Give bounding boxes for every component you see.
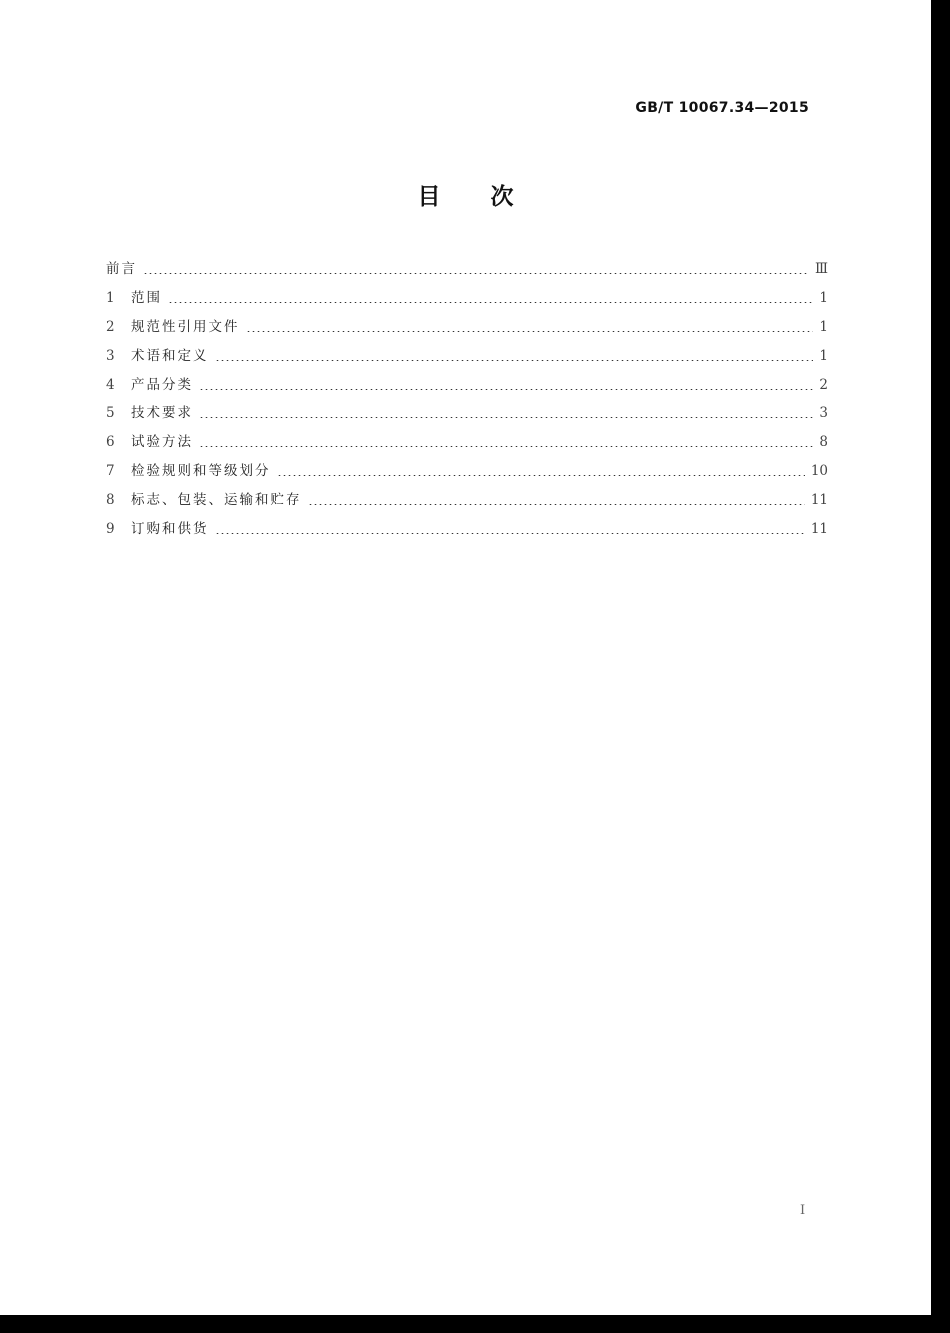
toc-leader-dots <box>215 360 814 361</box>
page-title: 目次 <box>417 184 564 210</box>
toc-entry-4[interactable] <box>106 373 828 402</box>
toc-entry-label: 检验规则和等级划分 <box>131 463 271 480</box>
table-of-contents <box>106 257 828 546</box>
toc-entry-9[interactable] <box>106 517 828 546</box>
toc-entry-label: 术语和定义 <box>131 347 209 364</box>
toc-entry-page: 1 <box>819 318 828 335</box>
toc-leader-dots <box>308 504 805 505</box>
toc-entry-2[interactable] <box>106 315 828 344</box>
toc-entry-page: 11 <box>810 521 828 538</box>
toc-leader-dots <box>199 389 813 390</box>
toc-leader-dots <box>277 475 805 476</box>
toc-entry-label: 技术要求 <box>131 405 193 422</box>
toc-entry-6[interactable] <box>106 430 828 459</box>
toc-entry-page: 1 <box>819 289 828 306</box>
toc-entry-number: 6 <box>106 434 115 451</box>
toc-entry-page: 3 <box>819 405 828 422</box>
toc-entry-page: 2 <box>819 376 828 393</box>
toc-entry-7[interactable] <box>106 459 828 488</box>
toc-entry-5[interactable] <box>106 401 828 430</box>
toc-entry-page: 11 <box>810 492 828 509</box>
toc-entry-number: 4 <box>106 376 115 393</box>
toc-leader-dots <box>143 273 809 274</box>
toc-entry-number: 9 <box>106 521 115 538</box>
toc-entry-page: 1 <box>819 347 828 364</box>
toc-entry-8[interactable] <box>106 488 828 517</box>
toc-entry-page: 8 <box>819 434 828 451</box>
toc-entry-label: 范围 <box>131 289 162 306</box>
standard-number: GB/T 10067.34—2015 <box>635 100 809 116</box>
toc-entry-label: 规范性引用文件 <box>131 318 240 335</box>
toc-leader-dots <box>168 302 813 303</box>
toc-entry-1[interactable] <box>106 286 828 315</box>
toc-entry-label: 产品分类 <box>131 376 193 393</box>
toc-leader-dots <box>199 417 813 418</box>
toc-entry-number: 5 <box>106 405 115 422</box>
toc-leader-dots <box>199 446 813 447</box>
toc-entry-3[interactable] <box>106 344 828 373</box>
toc-entry-number: 7 <box>106 463 115 480</box>
toc-entry-page: Ⅲ <box>814 261 828 277</box>
toc-entry-foreword[interactable] <box>106 257 828 286</box>
toc-leader-dots <box>246 331 814 332</box>
toc-entry-label: 标志、包装、运输和贮存 <box>131 492 302 509</box>
toc-entry-label: 试验方法 <box>131 434 193 451</box>
toc-entry-label: 订购和供货 <box>131 521 209 538</box>
toc-leader-dots <box>215 533 805 534</box>
page-number: I <box>800 1203 806 1218</box>
toc-entry-number: 3 <box>106 347 115 364</box>
toc-entry-number: 8 <box>106 492 115 509</box>
toc-entry-number: 1 <box>106 289 115 306</box>
toc-entry-number: 2 <box>106 318 115 335</box>
toc-entry-page: 10 <box>810 463 828 480</box>
toc-entry-label: 前言 <box>106 261 137 277</box>
